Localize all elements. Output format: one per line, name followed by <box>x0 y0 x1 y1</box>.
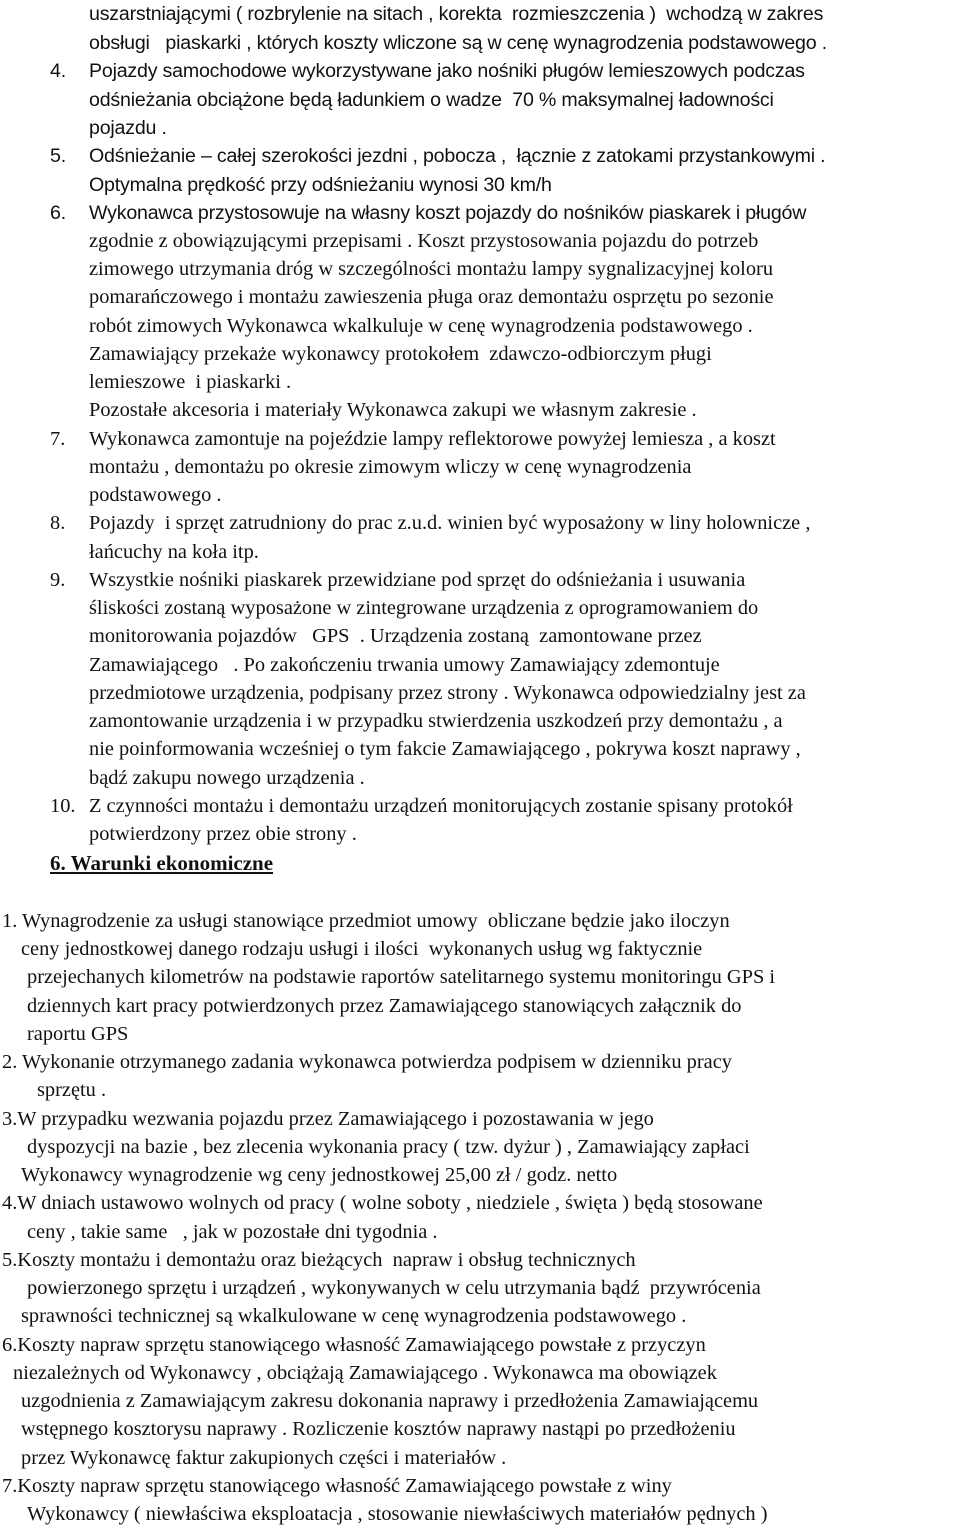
text-line: Wykonawca przystosowuje na własny koszt pojazdy do nośników piaskarek i pługów <box>89 202 807 224</box>
text-line: ceny , takie same , jak w pozostałe dni tygodnia . <box>27 1221 438 1243</box>
text-line: bądź zakupu nowego urządzenia . <box>89 767 365 789</box>
text-line: dyspozycji na bazie , bez zlecenia wykonania pracy ( tzw. dyżur ) , Zamawiający zapłaci <box>27 1136 750 1158</box>
text-line: 1. Wynagrodzenie za usługi stanowiące przedmiot umowy obliczane będzie jako iloczyn <box>2 910 730 932</box>
text-line: śliskości zostaną wyposażone w zintegrowane urządzenia z oprogramowaniem do <box>89 597 759 619</box>
text-line: Wykonawcy wynagrodzenie wg ceny jednostkowej 25,00 zł / godz. netto <box>21 1164 618 1186</box>
text-line: łańcuchy na koła itp. <box>89 541 259 563</box>
text-line: Pojazdy i sprzęt zatrudniony do prac z.u.d. winien być wyposażony w liny holownicze , <box>89 512 811 534</box>
text-line: Zamawiający przekaże wykonawcy protokołem zdawczo-odbiorczym pługi <box>89 343 712 365</box>
text-line: raportu GPS <box>27 1023 129 1045</box>
text-line: potwierdzony przez obie strony . <box>89 823 357 845</box>
text-line: Zamawiającego . Po zakończeniu trwania umowy Zamawiający zdemontuje <box>89 654 720 676</box>
text-line: Wykonawcy ( niewłaściwa eksploatacja , stosowanie niewłaściwych materiałów pędnych ) <box>27 1503 768 1525</box>
text-line: robót zimowych Wykonawca wkalkuluje w cenę wynagrodzenia podstawowego . <box>89 315 753 337</box>
list-number: 10. <box>50 795 76 817</box>
text-line: obsługi piaskarki , których koszty wliczone są w cenę wynagrodzenia podstawowego . <box>89 32 827 54</box>
text-line: niezależnych od Wykonawcy , obciążają Zamawiającego . Wykonawca ma obowiązek <box>13 1362 717 1384</box>
text-line: zamontowanie urządzenia i w przypadku stwierdzenia uszkodzeń przy demontażu , a <box>89 710 783 732</box>
list-number: 9. <box>50 569 66 591</box>
text-line: uzgodnienia z Zamawiającym zakresu dokonania naprawy i przedłożenia Zamawiającemu <box>21 1390 759 1412</box>
text-line: Wszystkie nośniki piaskarek przewidziane pod sprzęt do odśnieżania i usuwania <box>89 569 746 591</box>
text-line: 7.Koszty napraw sprzętu stanowiącego własność Zamawiającego powstałe z winy <box>2 1475 672 1497</box>
text-line: podstawowego . <box>89 484 222 506</box>
list-number: 7. <box>50 428 66 450</box>
text-line: wstępnego kosztorysu naprawy . Rozliczenie kosztów naprawy nastąpi po przedłożeniu <box>21 1418 736 1440</box>
text-line: Z czynności montażu i demontażu urządzeń monitorujących zostanie spisany protokół <box>89 795 793 817</box>
text-line: przejechanych kilometrów na podstawie raportów satelitarnego systemu monitoringu GPS i <box>27 966 776 988</box>
text-line: ceny jednostkowej danego rodzaju usługi i ilości wykonanych usług wg faktycznie <box>21 938 703 960</box>
text-line: Odśnieżanie – całej szerokości jezdni , pobocza , łącznie z zatokami przystankowymi . <box>89 145 826 167</box>
text-line: zgodnie z obowiązującymi przepisami . Koszt przystosowania pojazdu do potrzeb <box>89 230 759 252</box>
text-line: przez Wykonawcę faktur zakupionych części i materiałów . <box>21 1447 507 1469</box>
text-line: 6.Koszty napraw sprzętu stanowiącego własność Zamawiającego powstałe z przyczyn <box>2 1334 706 1356</box>
text-line: odśnieżania obciążone będą ładunkiem o wadze 70 % maksymalnej ładowności <box>89 89 774 111</box>
text-line: 3.W przypadku wezwania pojazdu przez Zamawiającego i pozostawania w jego <box>2 1108 654 1130</box>
text-line: Pojazdy samochodowe wykorzystywane jako nośniki pługów lemieszowych podczas <box>89 60 805 82</box>
text-line: pojazdu . <box>89 117 167 139</box>
list-number: 8. <box>50 512 66 534</box>
text-line: Pozostałe akcesoria i materiały Wykonawca zakupi we własnym zakresie . <box>89 399 697 421</box>
text-line: powierzonego sprzętu i urządzeń , wykonywanych w celu utrzymania bądź przywrócenia <box>27 1277 761 1299</box>
text-line: montażu , demontażu po okresie zimowym wliczy w cenę wynagrodzenia <box>89 456 692 478</box>
text-line: lemieszowe i piaskarki . <box>89 371 292 393</box>
list-number: 5. <box>50 145 66 167</box>
text-line: pomarańczowego i montażu zawieszenia pługa oraz demontażu osprzętu po sezonie <box>89 286 774 308</box>
text-line: sprzętu . <box>37 1079 107 1101</box>
text-line: monitorowania pojazdów GPS . Urządzenia zostaną zamontowane przez <box>89 625 702 647</box>
text-line: sprawności technicznej są wkalkulowane w cenę wynagrodzenia podstawowego . <box>21 1305 687 1327</box>
list-number: 6. <box>50 202 66 224</box>
list-number: 4. <box>50 60 66 82</box>
text-line: 2. Wykonanie otrzymanego zadania wykonawca potwierdza podpisem w dzienniku pracy <box>2 1051 732 1073</box>
section-heading: 6. Warunki ekonomiczne <box>50 851 274 875</box>
text-line: dziennych kart pracy potwierdzonych przez Zamawiającego stanowiących załącznik do <box>27 995 742 1017</box>
text-line: nie poinformowania wcześniej o tym fakcie Zamawiającego , pokrywa koszt naprawy , <box>89 738 801 760</box>
text-line: Optymalna prędkość przy odśnieżaniu wynosi 30 km/h <box>89 174 552 196</box>
text-line: uszarstniającymi ( rozbrylenie na sitach , korekta rozmieszczenia ) wchodzą w zakres <box>89 3 824 25</box>
text-line: zimowego utrzymania dróg w szczególności montażu lampy sygnalizacyjnej koloru <box>89 258 774 280</box>
text-line: 4.W dniach ustawowo wolnych od pracy ( wolne soboty , niedziele , święta ) będą stosowane <box>2 1192 763 1214</box>
text-line: 5.Koszty montażu i demontażu oraz bieżących napraw i obsług technicznych <box>2 1249 636 1271</box>
text-line: przedmiotowe urządzenia, podpisany przez strony . Wykonawca odpowiedzialny jest za <box>89 682 806 704</box>
text-line: Wykonawca zamontuje na pojeździe lampy reflektorowe powyżej lemiesza , a koszt <box>89 428 776 450</box>
